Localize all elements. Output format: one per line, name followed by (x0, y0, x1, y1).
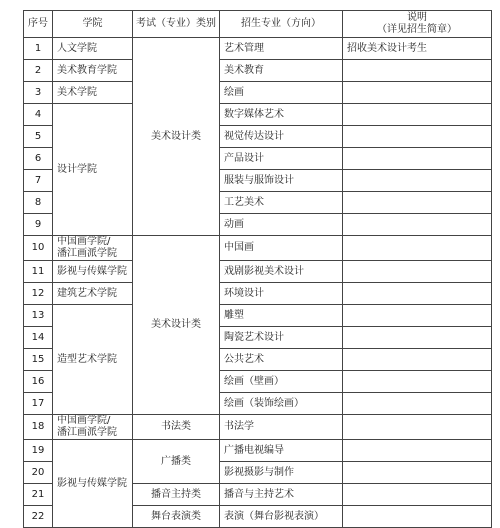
header-category: 考试（专业）类别 (133, 11, 220, 38)
row-number: 11 (24, 261, 53, 283)
note-cell (343, 126, 492, 148)
header-major: 招生专业（方向） (220, 11, 343, 38)
major-cell: 中国画 (220, 236, 343, 261)
row-number: 13 (24, 305, 53, 327)
major-cell: 绘画（壁画） (220, 371, 343, 393)
note-cell (343, 236, 492, 261)
major-cell: 播音与主持艺术 (220, 484, 343, 506)
note-cell: 招收美术设计考生 (343, 38, 492, 60)
note-cell (343, 60, 492, 82)
row-number: 21 (24, 484, 53, 506)
note-cell (343, 305, 492, 327)
category-cell: 书法类 (133, 415, 220, 440)
college-name-line: 中国画学院/ (57, 415, 111, 426)
note-cell (343, 170, 492, 192)
row-number: 3 (24, 82, 53, 104)
row-number: 16 (24, 371, 53, 393)
row-number: 7 (24, 170, 53, 192)
note-cell (343, 506, 492, 528)
table-row (24, 440, 492, 462)
major-cell: 动画 (220, 214, 343, 236)
note-cell (343, 261, 492, 283)
college-cell: 建筑艺术学院 (53, 283, 133, 305)
note-cell (343, 393, 492, 415)
major-cell: 环境设计 (220, 283, 343, 305)
table-row (24, 82, 492, 104)
note-cell (343, 283, 492, 305)
major-cell: 戏剧影视美术设计 (220, 261, 343, 283)
row-number: 15 (24, 349, 53, 371)
note-cell (343, 371, 492, 393)
category-cell: 播音主持类 (133, 484, 220, 506)
major-cell: 表演（舞台影视表演） (220, 506, 343, 528)
major-cell: 服装与服饰设计 (220, 170, 343, 192)
category-cell: 广播类 (133, 440, 220, 484)
row-number: 1 (24, 38, 53, 60)
major-cell: 广播电视编导 (220, 440, 343, 462)
enrollment-table (23, 10, 492, 528)
row-number: 20 (24, 462, 53, 484)
college-name-line: 潘江画派学院 (57, 427, 117, 438)
note-cell (343, 484, 492, 506)
college-cell (53, 415, 133, 440)
major-cell: 美术教育 (220, 60, 343, 82)
table-row (24, 236, 492, 261)
header-row (24, 11, 492, 38)
row-number: 22 (24, 506, 53, 528)
major-cell: 书法学 (220, 415, 343, 440)
table-row (24, 60, 492, 82)
major-cell: 公共艺术 (220, 349, 343, 371)
header-note-title: 说明 (407, 12, 427, 23)
note-cell (343, 214, 492, 236)
category-cell: 美术设计类 (133, 236, 220, 415)
table-row (24, 104, 492, 126)
major-cell: 视觉传达设计 (220, 126, 343, 148)
college-cell: 设计学院 (53, 104, 133, 236)
row-number: 10 (24, 236, 53, 261)
header-note (343, 11, 492, 38)
major-cell: 数字媒体艺术 (220, 104, 343, 126)
college-cell: 美术教育学院 (53, 60, 133, 82)
major-cell: 雕塑 (220, 305, 343, 327)
note-cell (343, 415, 492, 440)
college-name-line: 中国画学院/ (57, 236, 111, 247)
row-number: 2 (24, 60, 53, 82)
header-college: 学院 (53, 11, 133, 38)
row-number: 8 (24, 192, 53, 214)
college-cell: 造型艺术学院 (53, 305, 133, 415)
row-number: 19 (24, 440, 53, 462)
table-row (24, 305, 492, 327)
header-serial: 序号 (24, 11, 53, 38)
college-cell: 影视与传媒学院 (53, 440, 133, 528)
row-number: 6 (24, 148, 53, 170)
note-cell (343, 462, 492, 484)
major-cell: 产品设计 (220, 148, 343, 170)
college-cell (53, 236, 133, 261)
table-row (24, 283, 492, 305)
row-number: 17 (24, 393, 53, 415)
row-number: 14 (24, 327, 53, 349)
category-cell: 舞台表演类 (133, 506, 220, 528)
category-cell: 美术设计类 (133, 38, 220, 236)
table-row (24, 415, 492, 440)
row-number: 4 (24, 104, 53, 126)
major-cell: 陶瓷艺术设计 (220, 327, 343, 349)
note-cell (343, 327, 492, 349)
note-cell (343, 82, 492, 104)
row-number: 9 (24, 214, 53, 236)
major-cell: 影视摄影与制作 (220, 462, 343, 484)
note-cell (343, 148, 492, 170)
table-row (24, 261, 492, 283)
college-name-line: 潘江画派学院 (57, 248, 117, 259)
major-cell: 绘画（装饰绘画） (220, 393, 343, 415)
note-cell (343, 349, 492, 371)
college-cell: 美术学院 (53, 82, 133, 104)
row-number: 18 (24, 415, 53, 440)
note-cell (343, 104, 492, 126)
table-row (24, 38, 492, 60)
major-cell: 工艺美术 (220, 192, 343, 214)
note-cell (343, 440, 492, 462)
major-cell: 艺术管理 (220, 38, 343, 60)
major-cell: 绘画 (220, 82, 343, 104)
college-cell: 人文学院 (53, 38, 133, 60)
college-cell: 影视与传媒学院 (53, 261, 133, 283)
row-number: 5 (24, 126, 53, 148)
note-cell (343, 192, 492, 214)
row-number: 12 (24, 283, 53, 305)
header-note-sub: （详见招生简章） (377, 24, 457, 35)
